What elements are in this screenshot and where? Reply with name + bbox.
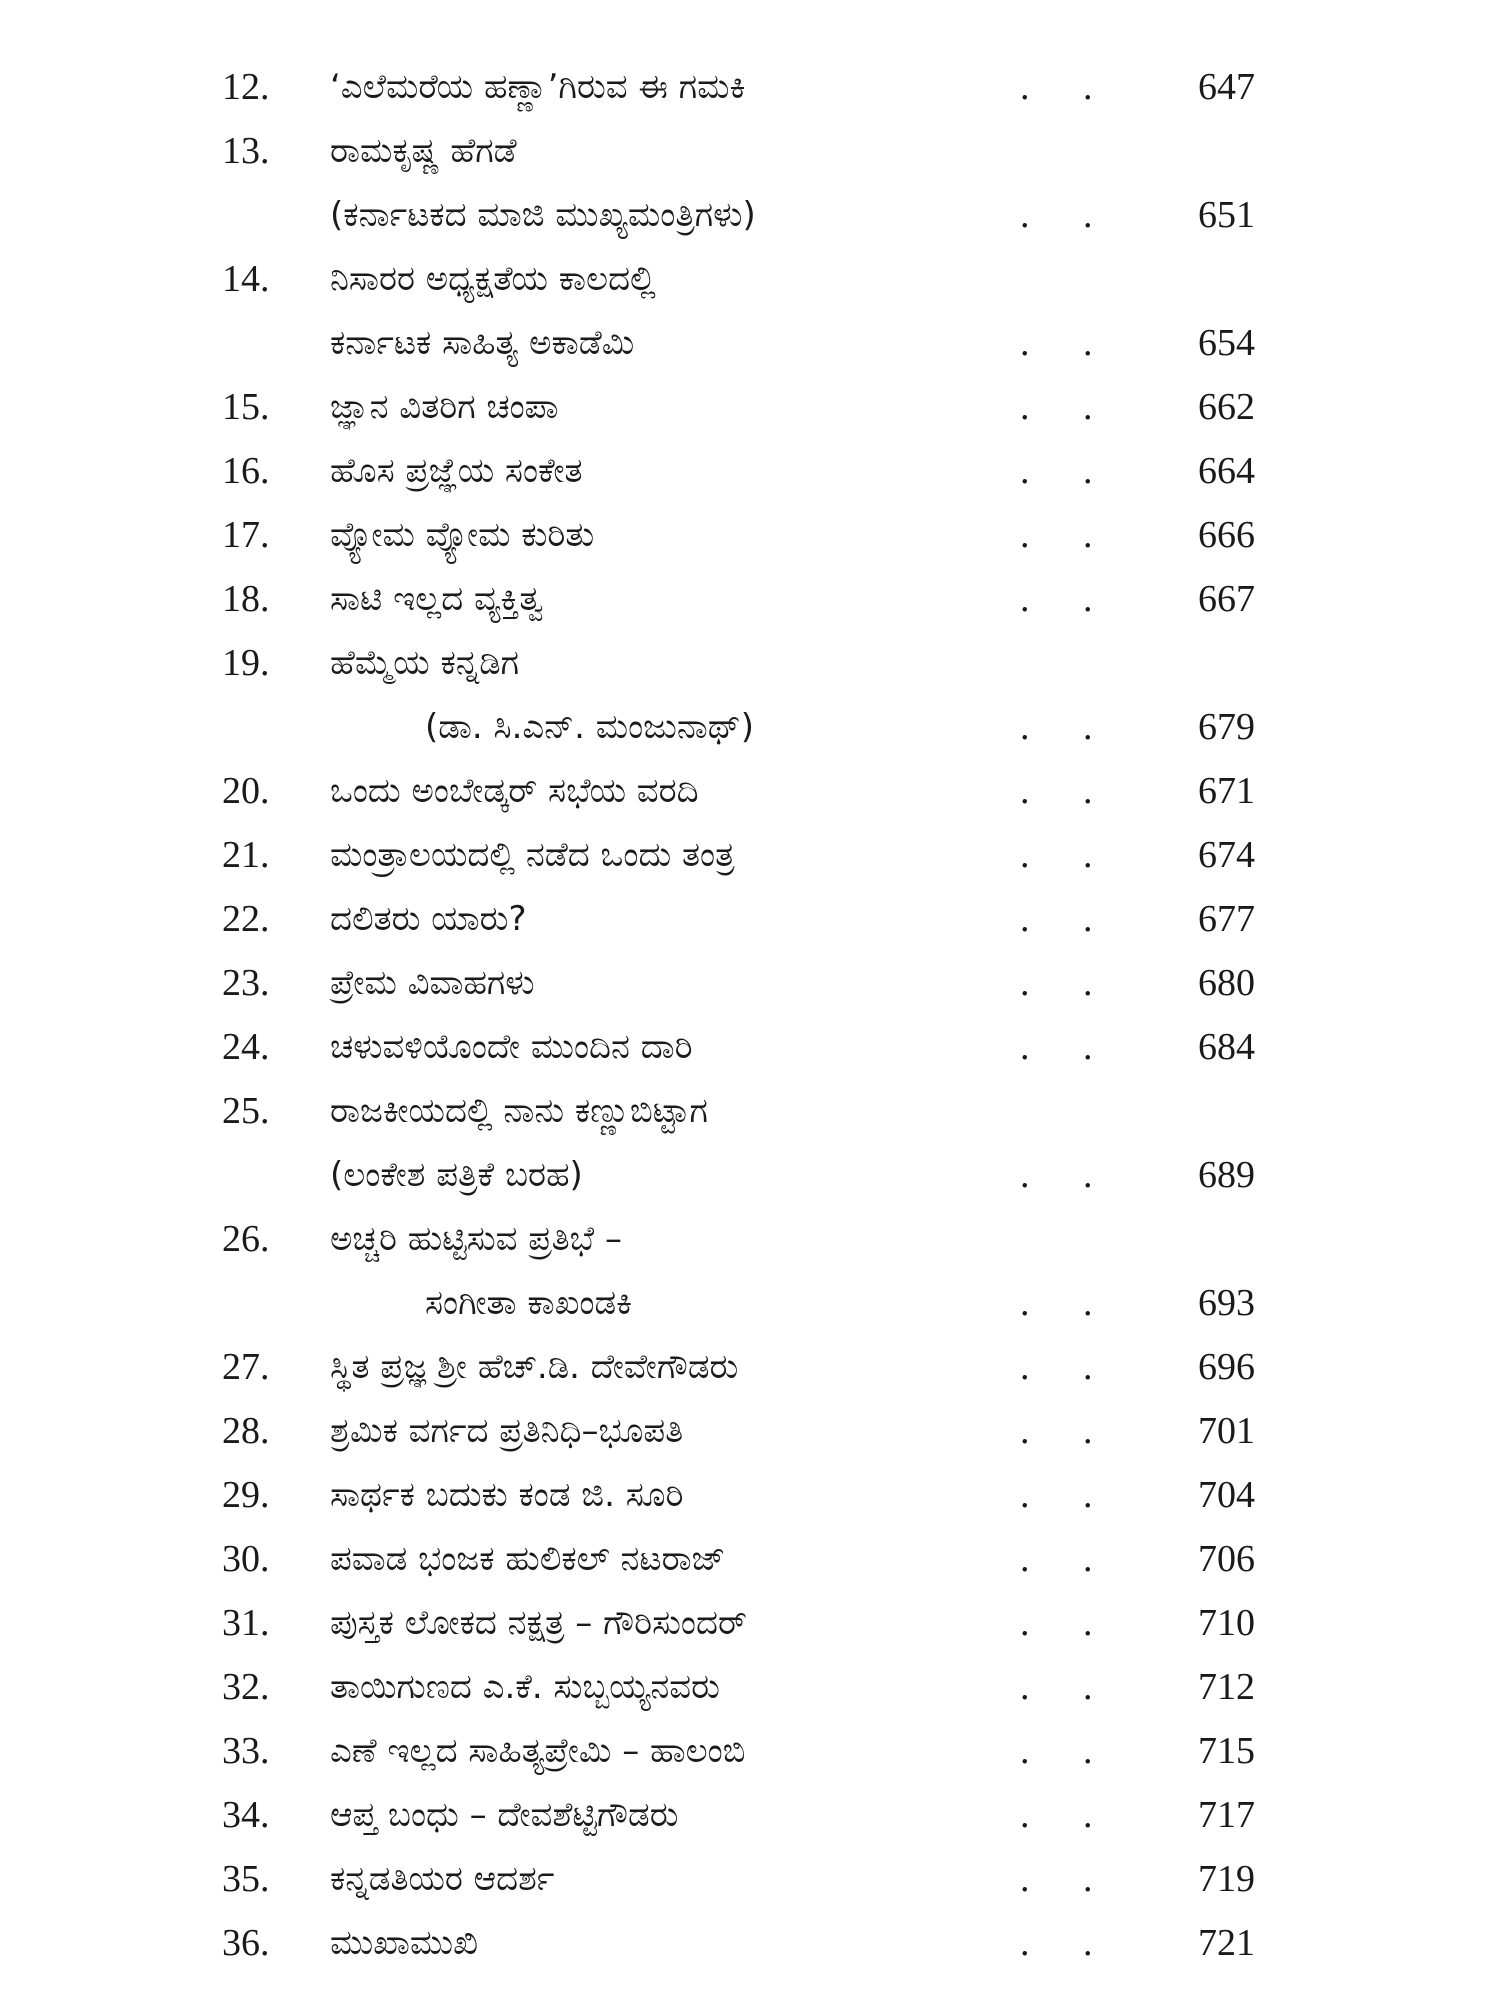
entry-title: (ಡಾ. ಸಿ.ಎನ್. ಮಂಜುನಾಥ್): [425, 707, 754, 747]
page-number: 679: [1198, 706, 1255, 748]
toc-row: [0, 311, 1500, 375]
toc-row: [0, 1527, 1500, 1591]
dot-leader: . .: [1020, 514, 1115, 556]
entry-title: ಹೊಸ ಪ್ರಜ್ಞೆಯ ಸಂಕೇತ: [330, 451, 583, 491]
toc-row: [0, 55, 1500, 119]
entry-number: 33.: [222, 1730, 270, 1772]
entry-number: 31.: [222, 1602, 270, 1644]
page-number: 721: [1198, 1922, 1255, 1964]
page-number: 717: [1198, 1794, 1255, 1836]
toc-row: [0, 1399, 1500, 1463]
entry-number: 14.: [222, 258, 270, 300]
entry-number: 19.: [222, 642, 270, 684]
entry-number: 17.: [222, 514, 270, 556]
page-number: 677: [1198, 898, 1255, 940]
toc-row: [0, 1911, 1500, 1975]
dot-leader: . .: [1020, 1154, 1115, 1196]
entry-title: ಒಂದು ಅಂಬೇಡ್ಕರ್ ಸಭೆಯ ವರದಿ: [330, 771, 699, 811]
toc-row: [0, 695, 1500, 759]
dot-leader: . .: [1020, 66, 1115, 108]
dot-leader: . .: [1020, 898, 1115, 940]
entry-title: ಪವಾಡ ಭಂಜಕ ಹುಲಿಕಲ್ ನಟರಾಜ್: [330, 1539, 726, 1579]
toc-row: [0, 1783, 1500, 1847]
entry-title: ವ್ಯೋಮ ವ್ಯೋಮ ಕುರಿತು: [330, 515, 595, 555]
entry-number: 23.: [222, 962, 270, 1004]
entry-title: ಪ್ರೇಮ ವಿವಾಹಗಳು: [330, 963, 535, 1003]
dot-leader: . .: [1020, 1730, 1115, 1772]
toc-row: [0, 183, 1500, 247]
page-number: 664: [1198, 450, 1255, 492]
toc-row: [0, 1015, 1500, 1079]
toc-row: [0, 567, 1500, 631]
entry-number: 16.: [222, 450, 270, 492]
entry-title: ಅಚ್ಚರಿ ಹುಟ್ಟಿಸುವ ಪ್ರತಿಭೆ –: [330, 1219, 622, 1259]
entry-title: ಆಪ್ತ ಬಂಧು – ದೇವಶೆಟ್ಟಿಗೌಡರು: [330, 1795, 679, 1835]
entry-title: ದಲಿತರು ಯಾರು?: [330, 899, 527, 939]
table-of-contents: [0, 55, 1500, 1975]
dot-leader: . .: [1020, 834, 1115, 876]
dot-leader: . .: [1020, 322, 1115, 364]
entry-number: 34.: [222, 1794, 270, 1836]
entry-title: ನಿಸಾರರ ಅಧ್ಯಕ್ಷತೆಯ ಕಾಲದಲ್ಲಿ: [330, 259, 656, 299]
page-number: 662: [1198, 386, 1255, 428]
dot-leader: . .: [1020, 1538, 1115, 1580]
entry-number: 36.: [222, 1922, 270, 1964]
entry-title: ಮಂತ್ರಾಲಯದಲ್ಲಿ ನಡೆದ ಒಂದು ತಂತ್ರ: [330, 835, 735, 875]
page-number: 654: [1198, 322, 1255, 364]
entry-number: 18.: [222, 578, 270, 620]
toc-row: [0, 503, 1500, 567]
page-number: 667: [1198, 578, 1255, 620]
toc-row: [0, 1335, 1500, 1399]
entry-title: ‘ಎಲೆಮರೆಯ ಹಣ್ಣಾ’ಗಿರುವ ಈ ಗಮಕಿ: [330, 67, 746, 107]
dot-leader: . .: [1020, 1346, 1115, 1388]
dot-leader: . .: [1020, 1922, 1115, 1964]
dot-leader: . .: [1020, 450, 1115, 492]
toc-row: [0, 1847, 1500, 1911]
dot-leader: . .: [1020, 1602, 1115, 1644]
dot-leader: . .: [1020, 1026, 1115, 1068]
entry-title: ಪುಸ್ತಕ ಲೋಕದ ನಕ್ಷತ್ರ – ಗೌರಿಸುಂದರ್: [330, 1603, 747, 1643]
toc-row: [0, 1079, 1500, 1143]
page-number: 719: [1198, 1858, 1255, 1900]
page-number: 680: [1198, 962, 1255, 1004]
entry-title: ಕನ್ನಡತಿಯರ ಆದರ್ಶ: [330, 1859, 555, 1899]
page-number: 710: [1198, 1602, 1255, 1644]
entry-number: 28.: [222, 1410, 270, 1452]
entry-title: (ಲಂಕೇಶ ಪತ್ರಿಕೆ ಬರಹ): [330, 1155, 583, 1195]
dot-leader: . .: [1020, 706, 1115, 748]
toc-row: [0, 1271, 1500, 1335]
dot-leader: . .: [1020, 194, 1115, 236]
entry-number: 20.: [222, 770, 270, 812]
entry-number: 21.: [222, 834, 270, 876]
page-number: 706: [1198, 1538, 1255, 1580]
dot-leader: . .: [1020, 1794, 1115, 1836]
toc-row: [0, 1655, 1500, 1719]
page-number: 666: [1198, 514, 1255, 556]
toc-row: [0, 1143, 1500, 1207]
dot-leader: . .: [1020, 1474, 1115, 1516]
entry-number: 30.: [222, 1538, 270, 1580]
page-number: 651: [1198, 194, 1255, 236]
entry-number: 29.: [222, 1474, 270, 1516]
entry-title: ರಾಜಕೀಯದಲ್ಲಿ ನಾನು ಕಣ್ಣುಬಿಟ್ಟಾಗ: [330, 1091, 708, 1131]
toc-row: [0, 119, 1500, 183]
page-number: 671: [1198, 770, 1255, 812]
entry-title: ಜ್ಞಾನ ವಿತರಿಗ ಚಂಪಾ: [330, 387, 559, 427]
toc-row: [0, 1207, 1500, 1271]
page-number: 647: [1198, 66, 1255, 108]
dot-leader: . .: [1020, 962, 1115, 1004]
dot-leader: . .: [1020, 1410, 1115, 1452]
page-number: 674: [1198, 834, 1255, 876]
toc-row: [0, 375, 1500, 439]
entry-title: (ಕರ್ನಾಟಕದ ಮಾಜಿ ಮುಖ್ಯಮಂತ್ರಿಗಳು): [330, 195, 756, 235]
page-number: 689: [1198, 1154, 1255, 1196]
page-number: 696: [1198, 1346, 1255, 1388]
entry-number: 27.: [222, 1346, 270, 1388]
entry-number: 35.: [222, 1858, 270, 1900]
dot-leader: . .: [1020, 578, 1115, 620]
dot-leader: . .: [1020, 1858, 1115, 1900]
entry-number: 24.: [222, 1026, 270, 1068]
page-number: 712: [1198, 1666, 1255, 1708]
entry-number: 32.: [222, 1666, 270, 1708]
toc-row: [0, 631, 1500, 695]
toc-row: [0, 887, 1500, 951]
entry-number: 15.: [222, 386, 270, 428]
dot-leader: . .: [1020, 770, 1115, 812]
dot-leader: . .: [1020, 1282, 1115, 1324]
entry-title: ಎಣೆ ಇಲ್ಲದ ಸಾಹಿತ್ಯಪ್ರೇಮಿ – ಹಾಲಂಬಿ: [330, 1731, 746, 1771]
entry-number: 26.: [222, 1218, 270, 1260]
toc-row: [0, 759, 1500, 823]
entry-number: 22.: [222, 898, 270, 940]
page-number: 684: [1198, 1026, 1255, 1068]
toc-row: [0, 1591, 1500, 1655]
page-number: 704: [1198, 1474, 1255, 1516]
entry-title: ಸ್ಥಿತ ಪ್ರಜ್ಞ ಶ್ರೀ ಹೆಚ್.ಡಿ. ದೇವೇಗೌಡರು: [330, 1347, 739, 1387]
entry-title: ಚಳುವಳಿಯೊಂದೇ ಮುಂದಿನ ದಾರಿ: [330, 1027, 693, 1067]
toc-row: [0, 823, 1500, 887]
entry-title: ಶ್ರಮಿಕ ವರ್ಗದ ಪ್ರತಿನಿಧಿ–ಭೂಪತಿ: [330, 1411, 684, 1451]
page-number: 693: [1198, 1282, 1255, 1324]
dot-leader: . .: [1020, 1666, 1115, 1708]
entry-title: ಸಾಟಿ ಇಲ್ಲದ ವ್ಯಕ್ತಿತ್ವ: [330, 579, 544, 619]
entry-title: ಮುಖಾಮುಖಿ: [330, 1923, 479, 1963]
entry-number: 12.: [222, 66, 270, 108]
entry-title: ಹೆಮ್ಮೆಯ ಕನ್ನಡಿಗ: [330, 643, 520, 683]
toc-row: [0, 951, 1500, 1015]
entry-number: 25.: [222, 1090, 270, 1132]
entry-title: ಸಾರ್ಥಕ ಬದುಕು ಕಂಡ ಜಿ. ಸೂರಿ: [330, 1475, 684, 1515]
dot-leader: . .: [1020, 386, 1115, 428]
entry-title: ತಾಯಿಗುಣದ ಎ.ಕೆ. ಸುಬ್ಬಯ್ಯನವರು: [330, 1667, 720, 1707]
entry-number: 13.: [222, 130, 270, 172]
entry-title: ಕರ್ನಾಟಕ ಸಾಹಿತ್ಯ ಅಕಾಡೆಮಿ: [330, 323, 635, 363]
toc-row: [0, 439, 1500, 503]
toc-row: [0, 247, 1500, 311]
entry-title: ರಾಮಕೃಷ್ಣ ಹೆಗಡೆ: [330, 131, 517, 171]
page-number: 715: [1198, 1730, 1255, 1772]
entry-title: ಸಂಗೀತಾ ಕಾಖಂಡಕಿ: [425, 1283, 633, 1323]
toc-row: [0, 1463, 1500, 1527]
toc-row: [0, 1719, 1500, 1783]
page-number: 701: [1198, 1410, 1255, 1452]
